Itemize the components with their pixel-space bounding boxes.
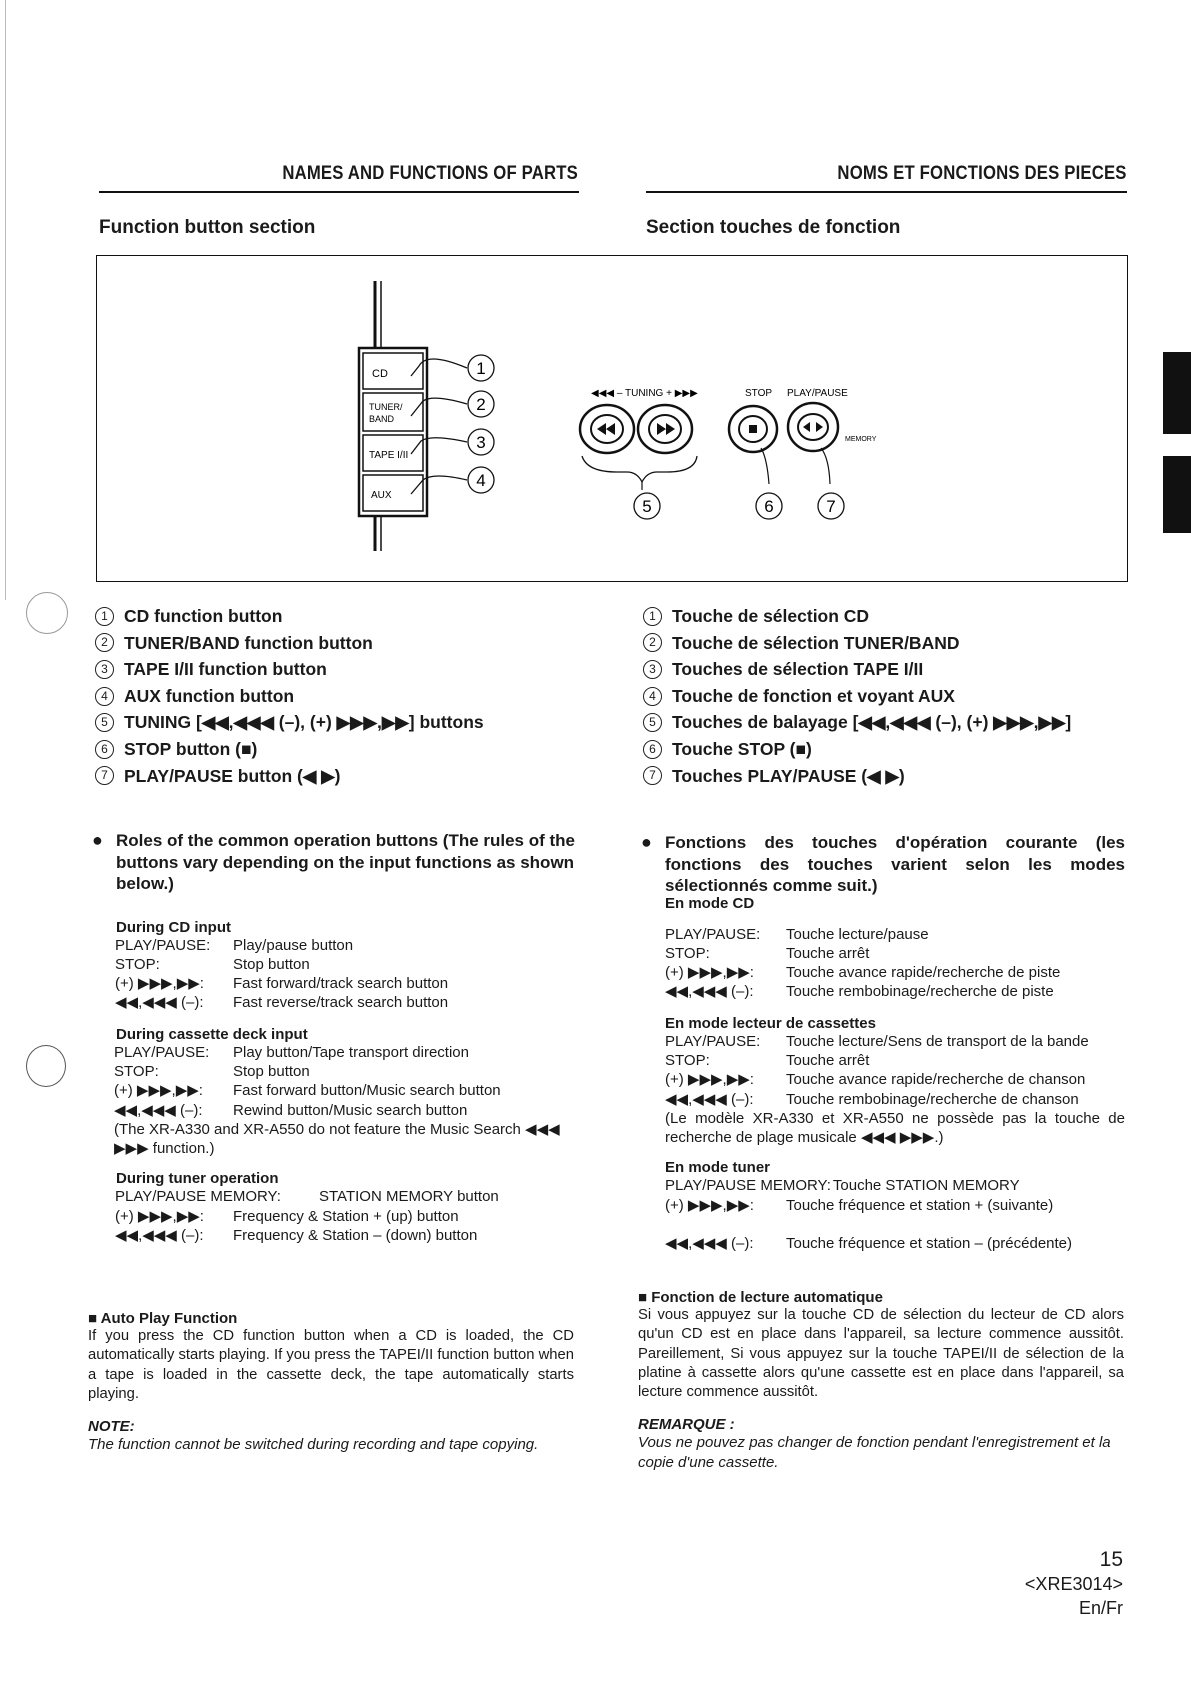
edge-tab-top: [1163, 352, 1191, 434]
en-note-text: The function cannot be switched during recording and tape copying.: [88, 1436, 539, 1454]
list-item: 4 AUX function button: [95, 683, 484, 710]
svg-text:BAND: BAND: [369, 414, 395, 424]
fr-cd-rows: [665, 925, 1125, 1002]
callout-4: 4: [476, 471, 486, 490]
function-button-figure: [96, 255, 1128, 582]
page-number: 15: [1099, 1548, 1123, 1571]
fr-section-title: Section touches de fonction: [646, 217, 901, 238]
fr-page-title: NOMS ET FONCTIONS DES PIECES: [837, 163, 1127, 184]
list-item: 1 CD function button: [95, 603, 484, 630]
bullet-icon: ●: [641, 832, 652, 852]
list-item: 6 STOP button (■): [95, 736, 484, 763]
en-cd-rows: [115, 936, 576, 1013]
table-row: STOP: Touche arrêt: [665, 1051, 870, 1069]
en-roles-intro: Roles of the common operation buttons (The rules of the buttons vary depending on the input functions as shown below.): [116, 831, 576, 893]
callout-7: 7: [826, 497, 836, 516]
en-note-title: NOTE:: [88, 1418, 135, 1436]
en-tuner-title: During tuner operation: [116, 1170, 279, 1188]
en-parts-list: [95, 603, 484, 789]
table-row: (+) ▶▶▶,▶▶: Fast forward button/Music search button: [114, 1082, 501, 1100]
table-row: (+) ▶▶▶,▶▶: Frequency & Station + (up) button: [115, 1207, 459, 1225]
table-row: PLAY/PAUSE MEMORY: Touche STATION MEMORY: [665, 1177, 1020, 1195]
table-row: STOP: Stop button: [115, 955, 310, 973]
table-row: STOP: Touche arrêt: [665, 944, 870, 962]
list-item: 5 TUNING [◀◀,◀◀◀ (–), (+) ▶▶▶,▶▶] buttons: [95, 709, 484, 736]
callout-5: 5: [642, 497, 652, 516]
fr-tape-rows: [665, 1032, 1125, 1148]
en-auto-play: [88, 1310, 574, 1454]
list-item: 7 Touches PLAY/PAUSE (◀ ▶): [643, 763, 1071, 790]
punch-hole-bottom: [26, 1045, 66, 1087]
page-footer: [1025, 1548, 1123, 1620]
table-row: ◀◀,◀◀◀ (–): Touche rembobinage/recherche de chanson: [665, 1090, 1079, 1108]
en-auto-title: Auto Play Function: [100, 1310, 238, 1327]
punch-hole-top: [26, 592, 68, 634]
callout-3: 3: [476, 433, 486, 452]
fr-tuner-title: En mode tuner: [665, 1159, 771, 1177]
en-tuner-rows: [115, 1187, 576, 1245]
list-item: 4 Touche de fonction et voyant AUX: [643, 683, 1071, 710]
table-row: PLAY/PAUSE: Play button/Tape transport direction: [114, 1043, 469, 1061]
fr-cd-title: En mode CD: [665, 894, 755, 912]
table-row: ◀◀,◀◀◀ (–): Touche rembobinage/recherche de piste: [665, 983, 1054, 1001]
fr-tape-title: En mode lecteur de cassettes: [665, 1014, 876, 1032]
square-bullet-icon: ■: [638, 1289, 652, 1306]
table-row: ◀◀,◀◀◀ (–): Fast reverse/track search button: [115, 994, 449, 1012]
table-row: ◀◀,◀◀◀ (–): Rewind button/Music search button: [114, 1101, 468, 1119]
fr-auto-title: Fonction de lecture automatique: [651, 1289, 883, 1306]
fr-auto-text: Si vous appuyez sur la touche CD de sélection du lecteur de CD alors qu'un CD est en place dans l'appareil, sa lecture commence aussitôt. Pareillement, Si vous appuyez sur la touche TAPEI/II de sélection de la platine à cassette alors qu'une cassette est en place dans l'appareil, sa lecture commence aussitôt.: [638, 1307, 1124, 1401]
fr-tuner-rows: [665, 1176, 1125, 1253]
table-row: ◀◀,◀◀◀ (–): Frequency & Station – (down) button: [115, 1227, 478, 1245]
fr-roles-intro: Fonctions des touches d'opération courante (les fonctions des touches varient selon les modes sélectionnés comme suit.): [665, 833, 1125, 895]
tuner-band-button-label: TUNER/: [369, 402, 403, 412]
aux-button-label: AUX: [371, 490, 392, 501]
fr-note-text: Vous ne pouvez pas changer de fonction pendant l'enregistrement et la copie d'une cassette.: [638, 1434, 1111, 1471]
left-margin-line: [5, 0, 6, 600]
en-tape-rows: [114, 1043, 576, 1159]
table-row: (+) ▶▶▶,▶▶: Touche avance rapide/recherche de chanson: [665, 1071, 1086, 1089]
callout-2: 2: [476, 395, 486, 414]
fr-parts-list: [643, 603, 1071, 789]
table-row: PLAY/PAUSE: Touche lecture/pause: [665, 925, 929, 943]
memory-label: MEMORY: [845, 436, 877, 443]
fr-roles-section: [641, 832, 1125, 1253]
fr-title-rule: [646, 191, 1127, 193]
table-row: PLAY/PAUSE: Touche lecture/Sens de transport de la bande: [665, 1032, 1089, 1050]
table-row: STOP: Stop button: [114, 1062, 310, 1080]
edge-tab-bottom: [1163, 456, 1191, 533]
fr-auto-play: [638, 1289, 1124, 1472]
tape-button-label: TAPE I/II: [369, 450, 409, 461]
language-code: En/Fr: [1078, 1598, 1123, 1618]
doc-code: <XRE3014>: [1024, 1574, 1123, 1594]
en-tape-title: During cassette deck input: [116, 1025, 308, 1043]
playpause-label: PLAY/PAUSE: [787, 388, 848, 399]
figure-drawing: [97, 256, 1127, 581]
en-section-title: Function button section: [99, 217, 316, 238]
list-item: 1 Touche de sélection CD: [643, 603, 1071, 630]
en-page-title: NAMES AND FUNCTIONS OF PARTS: [282, 163, 578, 184]
table-row: ◀◀,◀◀◀ (–): Touche fréquence et station – (précédente): [665, 1235, 1073, 1253]
square-bullet-icon: ■: [88, 1310, 101, 1327]
callout-1: 1: [476, 359, 486, 378]
fr-tape-note: (Le modèle XR-A330 et XR-A550 ne possède pas la touche de recherche de plage musicale ◀◀◀ ▶▶▶.): [665, 1109, 1125, 1147]
en-auto-text: If you press the CD function button when a CD is loaded, the CD automatically starts playing. If you press the TAPEI/II function button when a tape is loaded in the cassette deck, the tape automatically starts playing.: [88, 1328, 574, 1402]
table-row: (+) ▶▶▶,▶▶: Fast forward/track search button: [115, 975, 449, 993]
en-roles-section: [92, 830, 576, 1245]
fr-note-title: REMARQUE :: [638, 1416, 735, 1434]
en-tape-note: (The XR-A330 and XR-A550 do not feature the Music Search ◀◀◀ ▶▶▶ function.): [114, 1120, 560, 1158]
callout-6: 6: [764, 497, 774, 516]
en-cd-title: During CD input: [116, 918, 231, 936]
table-row: (+) ▶▶▶,▶▶: Touche fréquence et station + (suivante): [665, 1196, 1054, 1214]
table-row: (+) ▶▶▶,▶▶: Touche avance rapide/recherche de piste: [665, 964, 1061, 982]
list-item: 2 Touche de sélection TUNER/BAND: [643, 630, 1071, 657]
bullet-icon: ●: [92, 830, 103, 850]
table-row: PLAY/PAUSE MEMORY: STATION MEMORY button: [115, 1188, 499, 1206]
list-item: 3 Touches de sélection TAPE I/II: [643, 656, 1071, 683]
stop-label: STOP: [745, 388, 773, 399]
list-item: 6 Touche STOP (■): [643, 736, 1071, 763]
list-item: 7 PLAY/PAUSE button (◀ ▶): [95, 763, 484, 790]
tuning-label: ◀◀◀ – TUNING + ▶▶▶: [591, 388, 698, 399]
list-item: 5 Touches de balayage [◀◀,◀◀◀ (–), (+) ▶▶▶,▶▶]: [643, 709, 1071, 736]
cd-button-label: CD: [372, 368, 388, 380]
en-title-rule: [99, 191, 579, 193]
list-item: 2 TUNER/BAND function button: [95, 630, 484, 657]
list-item: 3 TAPE I/II function button: [95, 656, 484, 683]
table-row: PLAY/PAUSE: Play/pause button: [115, 936, 354, 954]
